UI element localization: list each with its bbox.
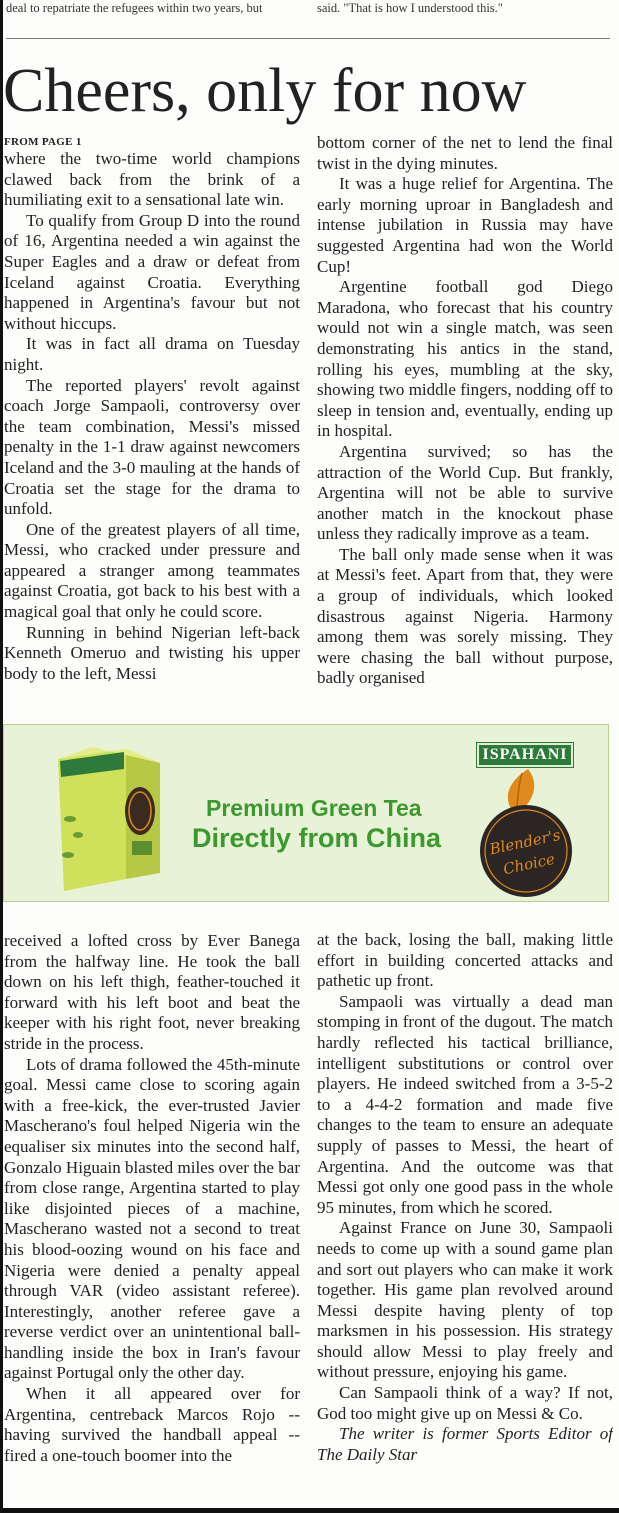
advertisement-banner[interactable] <box>3 724 609 902</box>
article-paragraph: received a lofted cross by Ever Banega from the halfway line. He took the ball down on his left thigh, feather-touched it forward with his left boot and beat the keeper with his right foot, never breaking stride in the process. <box>4 931 300 1053</box>
emblem-text-2: Choice <box>501 849 557 879</box>
article-paragraph: Argentina survived; so has the attraction of the World Cup. But frankly, Argentina will not be able to survive another match in the knockout phase unless they radically improve as a team. <box>317 441 613 544</box>
blenders-choice-emblem <box>472 767 580 899</box>
article-headline: Cheers, only for now <box>3 57 527 125</box>
article-paragraph: Lots of drama followed the 45th-minute goal. Messi came close to scoring again with a free-kick, the ever-trusted Javier Mascherano's foul helped Nigeria win the equaliser six minutes into the second half, Gonzalo Higuain blasted miles over the bar from close range, Argentina started to play like disjointed pieces of a machine, Mascherano wasted not a second to treat his blood-oozing wound on his face and Nigeria were denied a penalty appeal through VAR (video assistant referee). Interestingly, another referee gave a reverse verdict over an unintentional ball-handling inside the box in Iran's favour against Portugal only the other day. <box>4 1054 300 1383</box>
article-paragraph: It was in fact all drama on Tuesday night. <box>4 334 300 374</box>
previous-article-snippet-left: deal to repatriate the refugees within two years, but <box>6 1 263 15</box>
article-paragraph: Argentine football god Diego Maradona, who forecast that his country would not win a single match, was seen demonstrating his antics in the stand, rolling his eyes, mumbling at the sky, showing two middle fingers, nodding off to sleep in tension and, eventually, ending up in hospital. <box>317 277 613 441</box>
article-paragraph: One of the greatest players of all time, Messi, who cracked under pressure and appeared a stranger among teammates against Croatia, got back to his best with a magical goal that only he could score. <box>4 519 300 622</box>
author-credit: The writer is former Sports Editor of The Daily Star <box>317 1424 613 1464</box>
page-bottom-rule <box>0 1508 619 1513</box>
ad-headline-line-2: Directly from China <box>192 823 442 853</box>
article-column-right-top <box>317 133 613 706</box>
tea-box-image <box>48 739 168 895</box>
article-paragraph: It was a huge relief for Argentina. The early morning uproar in Bangladesh and intense jubilation in Russia may have suggested Argentina had won the World Cup! <box>317 174 613 276</box>
article-paragraph: where the two-time world champions clawed back from the brink of a humiliating exit to a sensational late win. <box>4 149 300 210</box>
emblem-text-1: Blender's <box>487 825 562 859</box>
previous-article-snippet-right: said. "That is how I understood this." <box>317 1 503 15</box>
article-paragraph: Running in behind Nigerian left-back Kenneth Omeruo and twisting his upper body to the left, Messi <box>4 622 300 683</box>
article-paragraph: at the back, losing the ball, making little effort in building concerted attacks and pathetic up front. <box>317 930 613 991</box>
article-paragraph: The reported players' revolt against coach Jorge Sampaoli, controversy over the team combination, Messi's missed penalty in the 1-1 draw against newcomers Iceland and the 3-0 mauling at the hands of Croatia set the stage for the drama to unfold. <box>4 375 300 519</box>
article-column-right-bottom <box>317 930 613 1509</box>
article-paragraph: Sampaoli was virtually a dead man stomping in front of the dugout. The match hardly reflected his tactical brilliance, intelligent substitutions or control over players. He indeed switched from a 3-5-2 to a 4-4-2 formation and made five changes to the team to ensure an adequate supply of passes to Messi, the heart of Argentina. And the outcome was that Messi got only one good pass in the whole 95 minutes, from which he scored. <box>317 991 613 1217</box>
article-paragraph: Against France on June 30, Sampaoli needs to come up with a sound game plan and sort out players who can make it work together. His game plan revolved around Messi despite having plenty of top marksmen in his possession. His strategy should allow Messi to play freely and without pressure, enjoying his game. <box>317 1218 613 1382</box>
article-paragraph: The ball only made sense when it was at Messi's feet. Apart from that, they were a group of individuals, which looked disastrous against Nigeria. Harmony among them was sorely missing. They were chasing the ball without purpose, badly organised <box>317 544 613 688</box>
brand-logo: ISPAHANI <box>477 743 573 767</box>
continuation-kicker: FROM PAGE 1 <box>4 136 82 148</box>
ad-headline-line-1: Premium Green Tea <box>206 795 422 821</box>
article-paragraph: To qualify from Group D into the round of 16, Argentina needed a win against the Super Eagles and a draw or defeat from Iceland against Croatia. Everything happened in Argentina's favour but not without hiccups. <box>4 210 300 333</box>
article-paragraph: Can Sampaoli think of a way? If not, God too might give up on Messi & Co. <box>317 1383 613 1423</box>
section-divider <box>6 38 610 39</box>
article-paragraph: bottom corner of the net to lend the final twist in the dying minutes. <box>317 133 613 173</box>
article-paragraph: When it all appeared over for Argentina, centreback Marcos Rojo -- having survived the handball appeal -- fired a one-touch boomer into the <box>4 1384 300 1465</box>
article-column-left-bottom <box>4 931 300 1509</box>
article-column-left-top <box>4 134 300 706</box>
